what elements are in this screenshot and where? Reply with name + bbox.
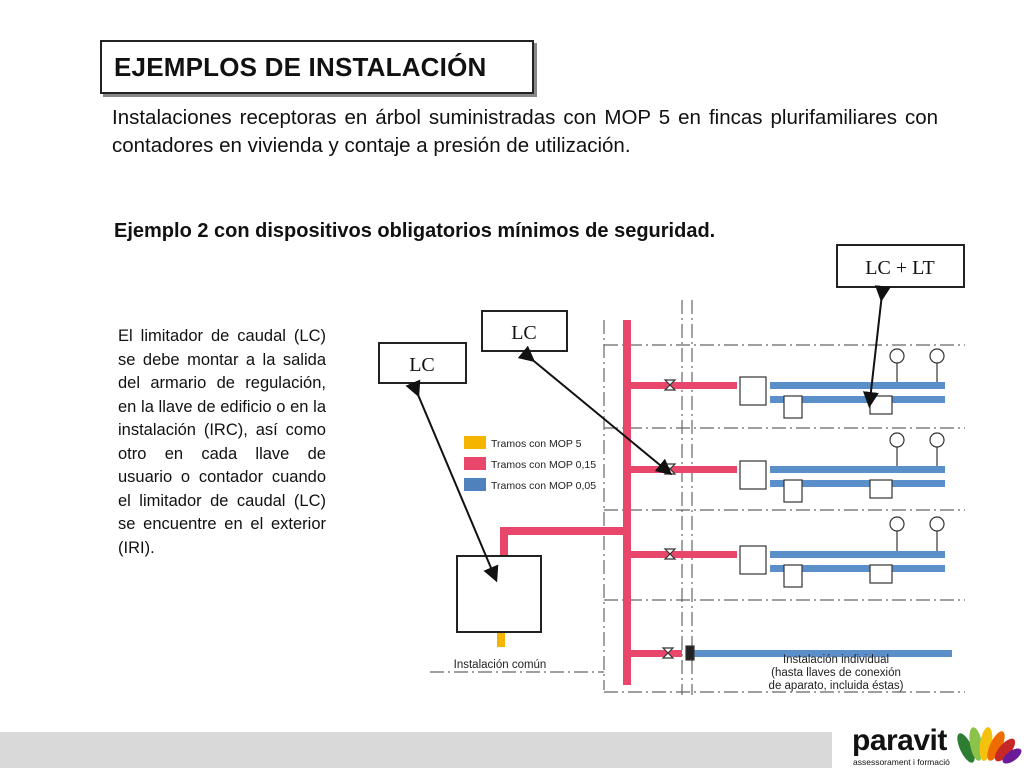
example-heading: Ejemplo 2 con dispositivos obligatorios mínimos de seguridad. bbox=[114, 220, 716, 242]
valves bbox=[663, 380, 694, 660]
label-individual-2: (hasta llaves de conexión bbox=[771, 667, 901, 679]
label-individual-3: de aparato, incluida éstas) bbox=[768, 680, 904, 692]
subtitle: Instalaciones receptoras en árbol suministradas con MOP 5 en fincas plurifamiliares con contadores en vivienda y contaje a presión de utilización. bbox=[112, 106, 938, 157]
legend-swatch-mop5 bbox=[464, 436, 486, 449]
regulation-cabinet bbox=[457, 556, 541, 632]
legend-label-mop015: Tramos con MOP 0,15 bbox=[491, 459, 597, 471]
pipes-mop-005 bbox=[692, 382, 952, 657]
installation-diagram bbox=[370, 240, 980, 700]
brand-tagline: assessorament i formació bbox=[853, 757, 950, 767]
callout-lc-1-label: LC bbox=[409, 354, 435, 376]
legend-label-mop5: Tramos con MOP 5 bbox=[491, 438, 582, 450]
callouts bbox=[379, 245, 964, 383]
callout-lc-2-label: LC bbox=[511, 322, 537, 344]
appliances bbox=[890, 349, 944, 551]
leaves-icon bbox=[952, 722, 1022, 768]
footer-bar bbox=[0, 732, 832, 768]
label-common-installation: Instalación común bbox=[453, 659, 547, 671]
pipe-mop-5 bbox=[497, 633, 505, 647]
callout-lc-lt-label: LC + LT bbox=[865, 257, 935, 279]
legend bbox=[464, 436, 596, 492]
brand-logo bbox=[848, 722, 1024, 768]
legend-swatch-mop005 bbox=[464, 478, 486, 491]
legend-label-mop005: Tramos con MOP 0,05 bbox=[491, 480, 597, 492]
brand-name: paravit bbox=[852, 724, 947, 757]
legend-swatch-mop015 bbox=[464, 457, 486, 470]
label-individual-1: Instalación individual bbox=[782, 654, 890, 666]
title-box bbox=[100, 40, 534, 94]
page-title: EJEMPLOS DE INSTALACIÓN bbox=[114, 52, 487, 82]
side-description: El limitador de caudal (LC) se debe montar a la salida del armario de regulación, en la llave de edificio o en la instalación (IRC), así como otro en cada llave de usuario o contador cuando el limitador de caudal (LC) se encuentre en el exterior (IRI). bbox=[118, 327, 326, 557]
